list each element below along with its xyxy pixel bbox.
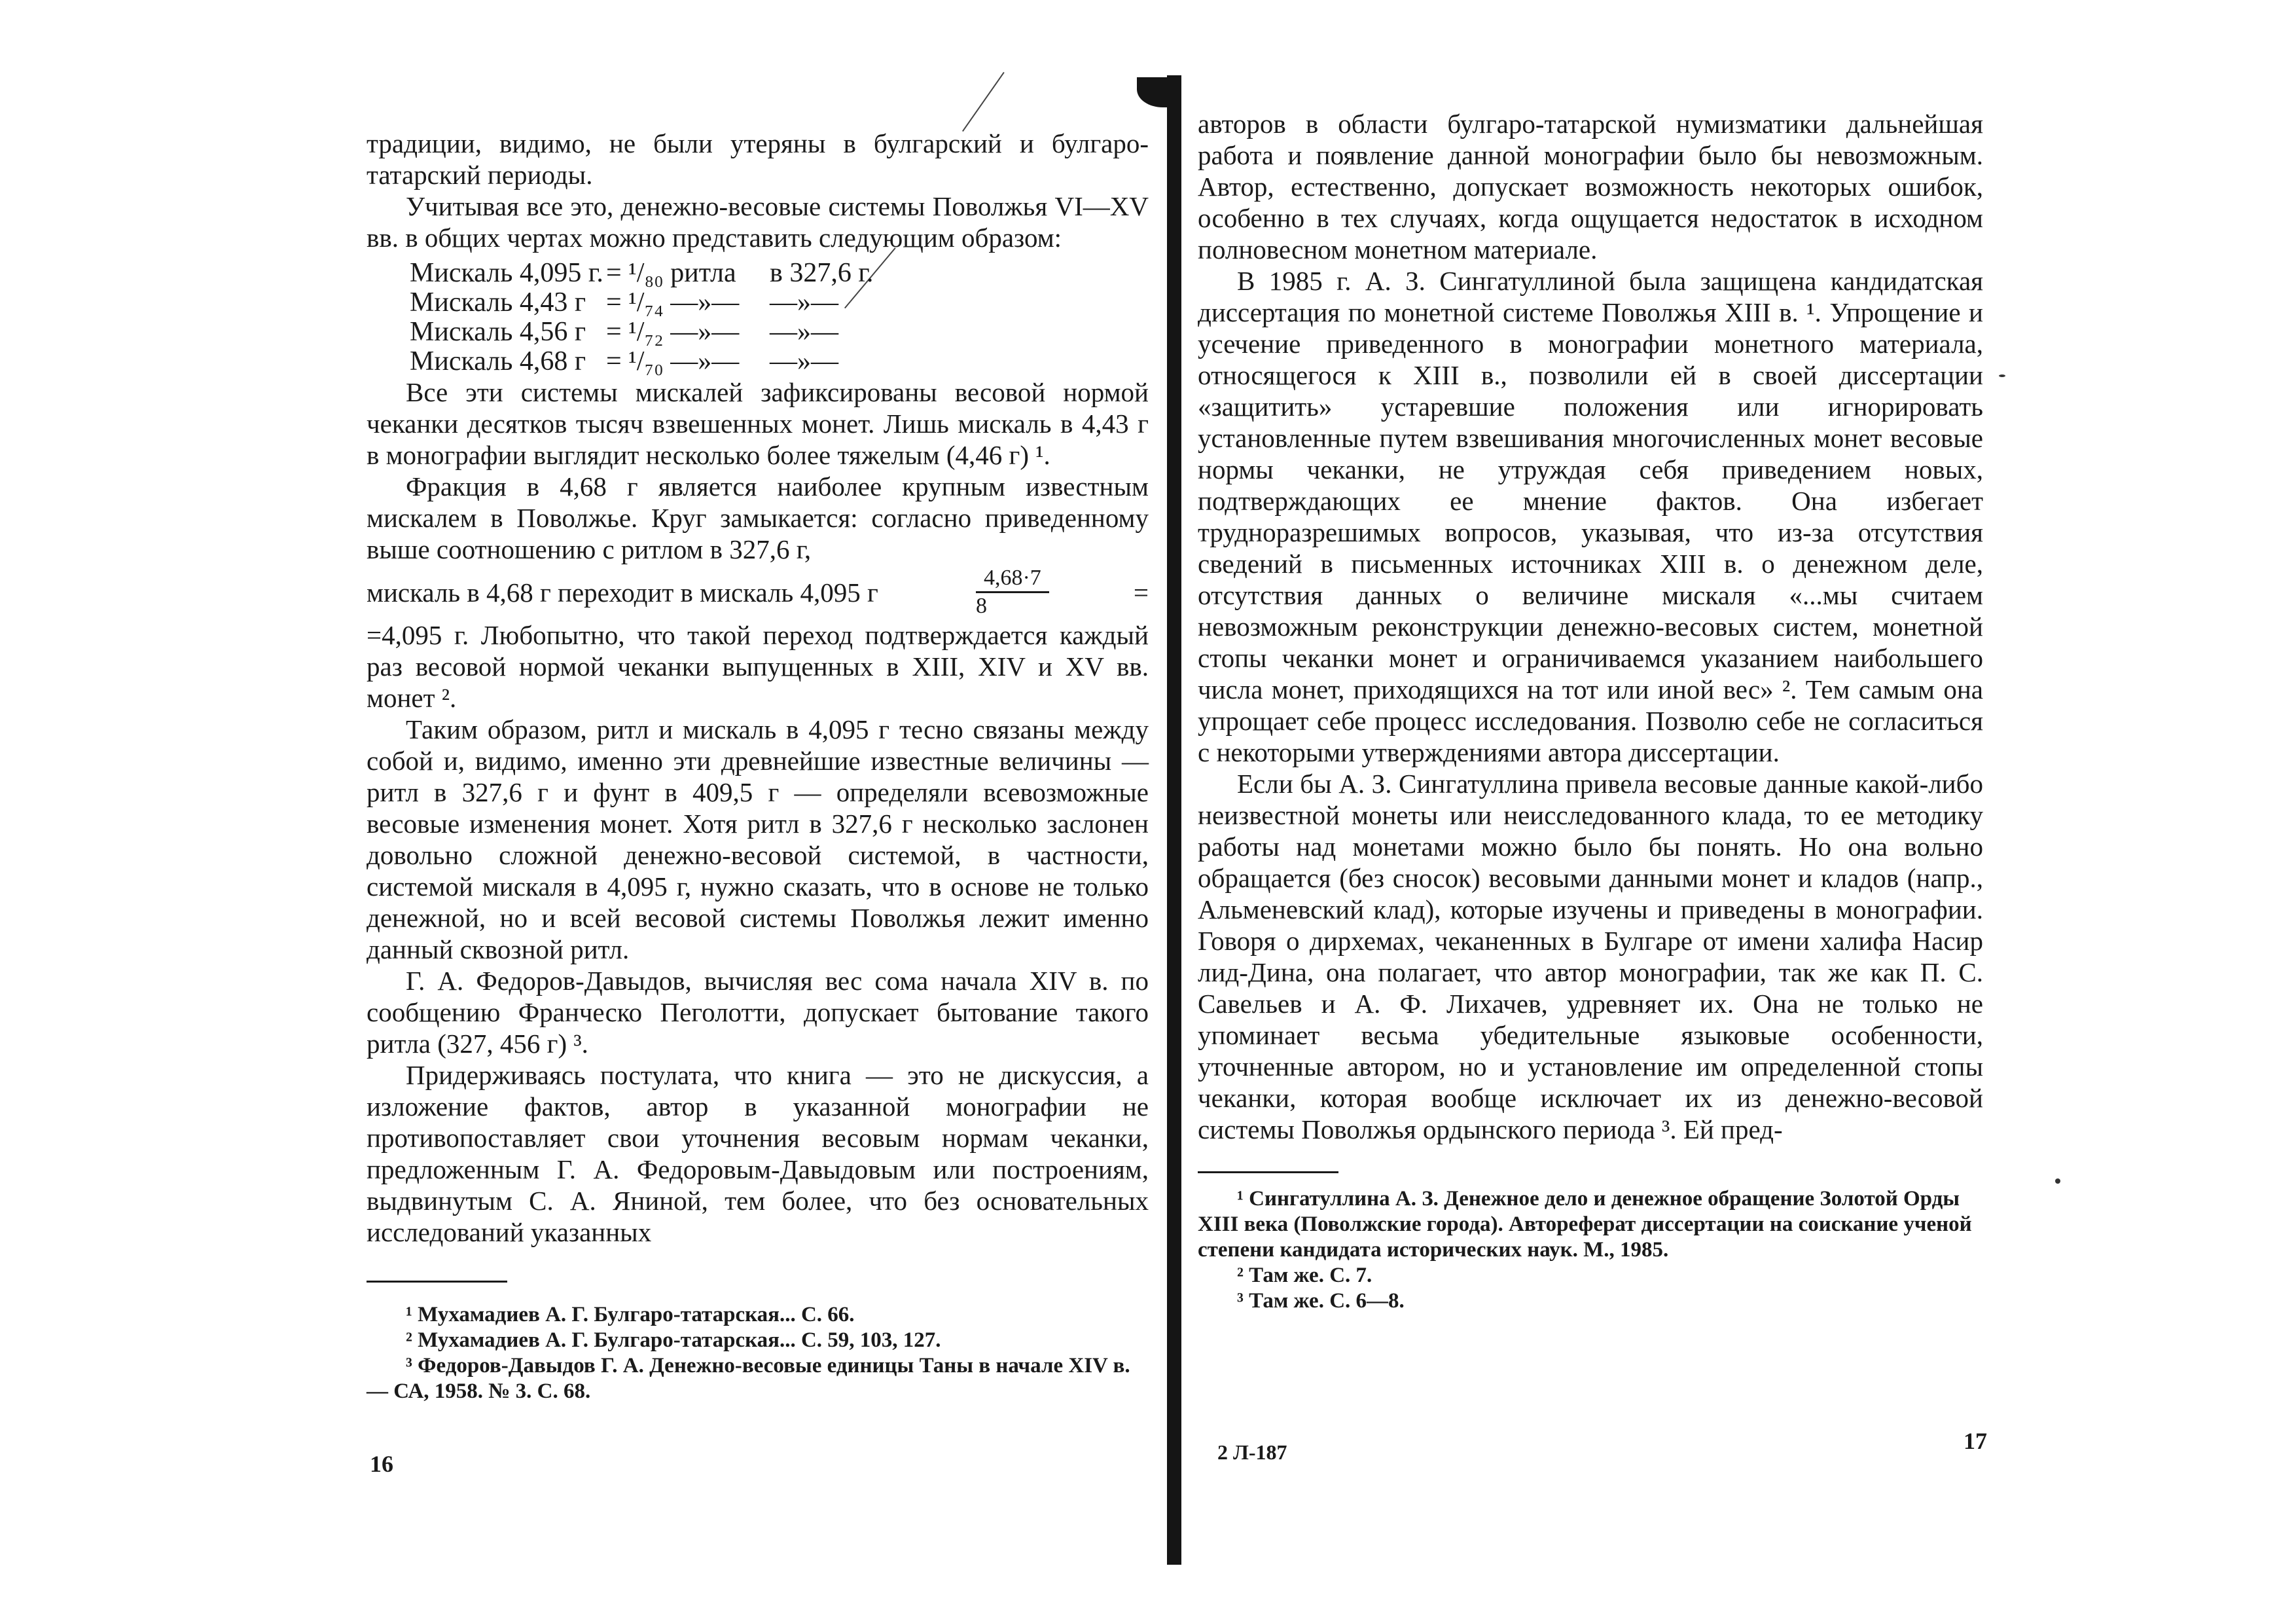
footnote: ¹ Мухамадиев А. Г. Булгаро-татарская... С. 66.	[406, 1303, 855, 1326]
formula-table	[410, 259, 1149, 376]
paragraph: =4,095 г. Любопытно, что такой переход подтверждается каждый раз весовой нормой чеканки выпущенных в XIII, XIV и XV вв. монет ².	[367, 620, 1149, 713]
paragraph: В 1985 г. А. З. Сингатуллиной была защищена кандидатская диссертация по монетной системе Поволжья XIII в. ¹. Упрощение и усечение приведенного в монографии монетного материала, относящегося к XIII в., позволили ей в своей диссертации «защитить» устаревшие положения или игнорировать установленные путем взвешивания многочисленных монет весовые нормы чеканки, не утруждая себя приведением новых, подтверждающих ее мнение фактов. Она избегает трудноразрешимых вопросов, указывая, что из-за отсутствия сведений в письменных источниках XIII в. о денежном деле, отсутствия данных о величине мискаля «...мы считаем невозможным реконструкции денежно-весовых систем, монетной стопы чеканки монет и ограничиваемся указанием наибольшего числа монет, приходящихся на тот или иной вес» ². Тем самым она упрощает себе процесс исследования. Позволю себе не согласиться с некоторыми утверждениями автора диссертации.	[1198, 266, 1983, 767]
formula-mid: = ¹/₇₀ —»—	[606, 346, 740, 376]
equation-row	[367, 565, 1149, 619]
formula-row	[410, 347, 1149, 376]
book-spine	[1167, 75, 1181, 1565]
page-number: 16	[370, 1451, 393, 1477]
formula-left: Мискаль 4,68 г	[410, 346, 586, 376]
formula-mid: = ¹/₇₂ —»—	[606, 317, 740, 347]
formula-row	[410, 288, 1149, 318]
formula-right: —»—	[770, 317, 838, 347]
formula-right: в 327,6 г.	[770, 258, 874, 288]
footnote: ² Мухамадиев А. Г. Булгаро-татарская... С. 59, 103, 127.	[406, 1328, 941, 1352]
paragraph: Фракция в 4,68 г является наиболее крупным известным мискалем в Поволжье. Круг замыкается: согласно приведенному выше соотношению с ритлом в 327,6 г,	[367, 471, 1149, 564]
formula-mid: = ¹/₇₄ —»—	[606, 287, 740, 318]
formula-row	[410, 318, 1149, 347]
paragraph: Г. А. Федоров-Давыдов, вычисляя вес сома начала XIV в. по сообщению Франческо Пеголотти, допускает бытование такого ритла (327, 456 г) ³.	[367, 966, 1149, 1059]
paragraph: авторов в области булгаро-татарской нумизматики дальнейшая работа и появление данной монографии было бы невозможным. Автор, естественно, допускает возможность некоторых ошибок, особенно в тех случаях, когда ощущается недостаток в исходном полновесном монетном материале.	[1198, 109, 1983, 264]
ink-speck	[1999, 374, 2005, 377]
right-page	[1198, 108, 1983, 1314]
formula-left: Мискаль 4,56 г	[410, 317, 586, 347]
paragraph: Таким образом, ритл и мискаль в 4,095 г тесно связаны между собой и, видимо, именно эти древнейшие известные величины — ритл в 327,6 г и фунт в 409,5 г — определяли всевозможные весовые изменения монет. Хотя ритл в 327,6 г несколько заслонен довольно сложной денежно-весовой системой, в частности, системой мискаля в 4,095 г, нужно сказать, что в основе не только денежной, но и всей весовой системы Поволжья лежит именно данный сквозной ритл.	[367, 714, 1149, 964]
pencil-mark	[962, 72, 1005, 132]
printer-signature: 2 Л-187	[1217, 1440, 1287, 1464]
fraction-denominator: 8	[975, 594, 987, 618]
fraction-numerator: 4,68·7	[976, 565, 1049, 593]
paragraph: Все эти системы мискалей зафиксированы весовой нормой чеканки десятков тысяч взвешенных монет. Лишь мискаль в 4,43 г в монографии выглядит несколько более тяжелым (4,46 г) ¹.	[367, 377, 1149, 470]
formula-left: Мискаль 4,095 г.	[410, 258, 603, 288]
footnote: ³ Там же. С. 6—8.	[1237, 1289, 1405, 1313]
formula-right: —»—	[770, 346, 838, 376]
paragraph: традиции, видимо, не были утеряны в булгарский и булгаро-татарский периоды.	[367, 128, 1149, 190]
equation-lead: мискаль в 4,68 г переходит в мискаль 4,095 г	[367, 577, 878, 608]
equation-tail: =	[1133, 577, 1149, 608]
footnote: ¹ Сингатуллина А. З. Денежное дело и денежное обращение Золотой Орды XIII века (Поволжские города). Автореферат диссертации на соискание ученой степени кандидата исторических наук. М., 1985.	[1198, 1187, 1972, 1262]
left-page	[367, 128, 1149, 1404]
paragraph: Учитывая все это, денежно-весовые системы Поволжья VI—XV вв. в общих чертах можно представить следующим образом:	[367, 191, 1149, 253]
page-number: 17	[1964, 1428, 1987, 1454]
paragraph: Придерживаясь постулата, что книга — это не дискуссия, а изложение фактов, автор в указанной монографии не противопоставляет свои уточнения весовым нормам чеканки, предложенным Г. А. Федоровым-Давыдовым или построениям, выдвинутым С. А. Яниной, тем более, что без основательных исследований указанных	[367, 1060, 1149, 1247]
footnote: ² Там же. С. 7.	[1237, 1264, 1372, 1287]
paragraph: Если бы А. З. Сингатуллина привела весовые данные какой-либо неизвестной монеты или неисследованного клада, то ее методику работы над монетами можно было бы понять. Но она вольно обращается (без сносок) весовыми данными монет и кладов (напр., Альменевский клад), которые изучены и приведены в монографии. Говоря о дирхемах, чеканенных в Булгаре от имени халифа Насир лид-Дина, она полагает, что автор монографии, так же как П. С. Савельев и А. Ф. Лихачев, удревняет их. Она не только не упоминает весьма убедительные языковые особенности, уточненные автором, но и установление им определенной стопы чеканки, которая вообще исключает их из денежно-весовой системы Поволжья ордынского периода ³. Ей пред-	[1198, 769, 1983, 1144]
footnote: ³ Федоров-Давыдов Г. А. Денежно-весовые единицы Таны в начале XIV в.— СА, 1958. № 3. С. 68.	[367, 1354, 1130, 1403]
formula-right: —»—	[770, 287, 838, 318]
formula-mid: = ¹/₈₀ ритла	[606, 258, 736, 288]
fraction	[976, 565, 1049, 619]
ink-speck	[2055, 1178, 2060, 1184]
formula-row	[410, 259, 1149, 288]
formula-left: Мискаль 4,43 г	[410, 287, 586, 318]
footnotes	[367, 1302, 1149, 1404]
footnotes	[1198, 1186, 1983, 1314]
